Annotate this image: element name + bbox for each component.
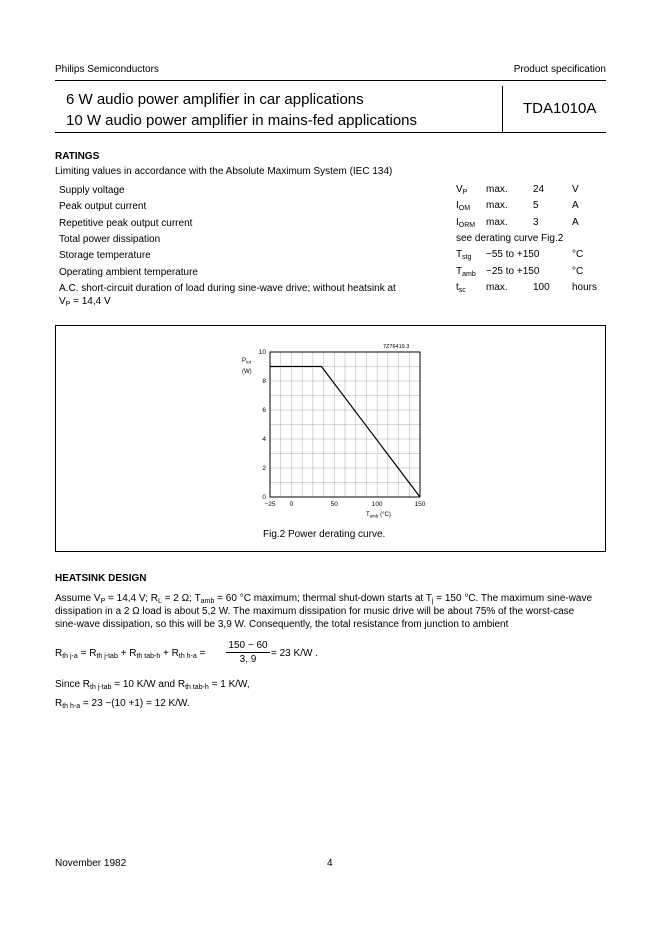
param-label: Total power dissipation [59, 234, 161, 245]
param-label: Peak output current [59, 201, 147, 212]
y-tick-labels [259, 349, 267, 501]
header-rule [55, 80, 606, 81]
fraction-numerator: 150 − 60 [228, 640, 268, 651]
final-result: $R_{th h-a} = 23 -(10 +1) = 12$ K/W. [55, 698, 190, 710]
table-row [55, 184, 606, 200]
fraction-bar [226, 652, 270, 653]
table-row [55, 249, 606, 265]
fraction-denominator: 3, 9 [239, 654, 257, 665]
symbol: $t_{sc}$ [456, 282, 466, 294]
ratings-heading: RATINGS [55, 151, 100, 162]
y-axis-label: $P_{tot}$ [242, 358, 252, 365]
ratings-intro: Limiting values in accordance with the Absolute Maximum System (IEC 134) [55, 166, 393, 177]
unit: V [572, 184, 579, 195]
symbol: $T_{stg}$ [456, 249, 472, 261]
value: 24 [533, 184, 545, 195]
symbol: $V_P$ [456, 184, 468, 196]
title-box [55, 86, 606, 133]
table-row [55, 266, 606, 282]
footer-date: November 1982 [55, 858, 127, 869]
symbol: $T_{amb}$ [456, 266, 476, 278]
limit-type: max. [486, 200, 508, 211]
heatsink-paragraph: Assume $V_P = 14,4$ V; $R_L = 2$ Ω; $T_{amb} = 60$ °C maximum; thermal shut-down starts at $T_j = 150$ °C. The maximum sine-wave dissipation in a 2 Ω load is about 5,2 W. The maximum dissipation for music drive will be about 75% of the worst-case sine-wave dissipation, so this will be 3,9 W. Consequently, the total resistance from junction to ambient [55, 593, 593, 630]
part-number: TDA1010A [523, 100, 597, 117]
param-label: Supply voltage [59, 185, 125, 196]
limit-type: max. [486, 217, 508, 228]
param-label: Repetitive peak output current [59, 218, 193, 229]
table-row [55, 217, 606, 233]
equation-fraction [226, 640, 270, 665]
symbol: $I_{ORM}$ [456, 217, 476, 229]
table-row [55, 233, 606, 249]
x-tick-label: −25 [264, 501, 276, 508]
unit: °C [572, 249, 584, 260]
since-statement: Since $R_{th j-tab} = 10$ K/W and $R_{th tab-h} = 1$ K/W, [55, 679, 250, 691]
heatsink-heading: HEATSINK DESIGN [55, 573, 147, 584]
x-tick-label: 100 [371, 501, 383, 508]
x-tick-label: 50 [330, 501, 338, 508]
y-axis-unit: (W) [242, 369, 252, 375]
title-line-1: 6 W audio power amplifier in car applications [66, 91, 364, 108]
page-number: 4 [327, 858, 333, 869]
unit: A [572, 217, 579, 228]
value: 5 [533, 200, 539, 211]
table-row [55, 200, 606, 216]
y-tick-label: 6 [262, 407, 266, 414]
value-range: −55 to +150 [486, 249, 540, 260]
y-tick-label: 8 [262, 378, 266, 385]
title-line-2: 10 W audio power amplifier in mains-fed applications [66, 112, 418, 129]
x-tick-label: 0 [289, 501, 294, 508]
table-row [55, 282, 606, 312]
y-tick-label: 0 [262, 494, 266, 501]
value: 100 [533, 282, 550, 293]
figure-code: 7Z76419.3 [383, 344, 410, 350]
resistance-equation: $R_{th j-a} = R_{th j-tab} + R_{th tab-h} + R_{th h-a}$ = [55, 648, 206, 660]
y-tick-label: 4 [262, 436, 266, 443]
unit: hours [572, 282, 598, 293]
title-divider [502, 86, 503, 132]
x-axis-label: $T_{amb}$ (°C) [366, 512, 391, 519]
company-name: Philips Semiconductors [55, 64, 159, 75]
x-tick-labels [264, 501, 425, 508]
y-tick-label: 2 [262, 465, 266, 472]
value: 3 [533, 217, 539, 228]
param-label: A.C. short-circuit duration of load during sine-wave drive; without heatsink at $V_P = 14,4$ V [59, 283, 396, 308]
figure-box [55, 325, 606, 552]
x-tick-label: 150 [414, 501, 426, 508]
symbol: $I_{OM}$ [456, 200, 471, 212]
figure-caption: Fig.2 Power derating curve. [263, 529, 386, 540]
param-label: Storage temperature [59, 250, 151, 261]
limit-type: max. [486, 184, 508, 195]
derating-chart [56, 326, 605, 551]
y-tick-label: 10 [258, 349, 266, 356]
value-range: −25 to +150 [486, 266, 540, 277]
limit-type: max. [486, 282, 508, 293]
document-type: Product specification [513, 64, 606, 75]
derating-reference: see derating curve Fig.2 [456, 233, 564, 244]
unit: °C [572, 266, 584, 277]
chart-grid [270, 352, 420, 497]
equation-result: = 23 K/W . [271, 648, 318, 659]
unit: A [572, 200, 579, 211]
param-label: Operating ambient temperature [59, 267, 198, 278]
